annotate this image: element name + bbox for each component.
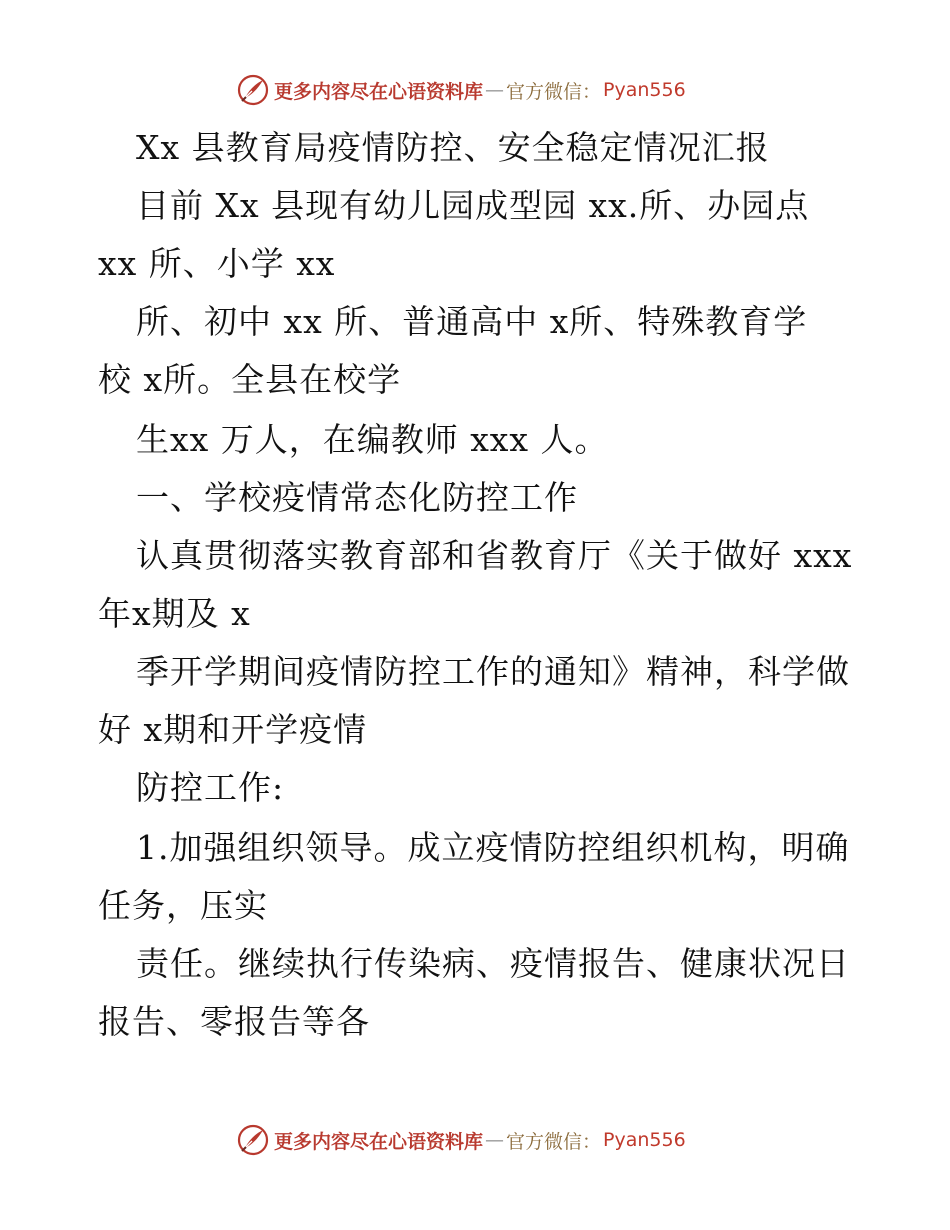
text-line: 目前 Xx 县现有幼儿园成型园 xx.所、办园点: [136, 186, 810, 225]
footer-banner: [236, 1122, 716, 1158]
wechat-id: Pyan556: [603, 79, 686, 101]
wechat-label: 官方微信：: [506, 1130, 602, 1153]
banner-separator: —: [485, 79, 505, 101]
text-line: 责任。继续执行传染病、疫情报告、健康状况日: [136, 944, 850, 983]
text-line: 好 x期和开学疫情: [98, 710, 368, 749]
text-line: 任务，压实: [98, 886, 268, 925]
feather-pen-logo-icon: [236, 73, 270, 107]
text-line: xx 所、小学 xx: [98, 244, 336, 283]
text-line: 校 x所。全县在校学: [98, 360, 402, 399]
banner-separator: —: [485, 1129, 505, 1151]
document-title: Xx 县教育局疫情防控、安全稳定情况汇报: [136, 128, 770, 167]
feather-pen-logo-icon: [236, 1123, 270, 1157]
wechat-id: Pyan556: [603, 1129, 686, 1151]
wechat-label: 官方微信：: [506, 80, 602, 103]
text-line: 年x期及 x: [98, 594, 251, 633]
text-line: 1.加强组织领导。成立疫情防控组织机构，明确: [136, 828, 850, 867]
text-line: 报告、零报告等各: [98, 1002, 370, 1041]
text-line: 生xx 万人，在编教师 xxx 人。: [136, 420, 609, 459]
text-line: 防控工作:: [136, 768, 285, 807]
header-banner: [236, 72, 716, 108]
text-line: 所、初中 xx 所、普通高中 x所、特殊教育学: [136, 302, 808, 341]
section-heading: 一、学校疫情常态化防控工作: [136, 478, 578, 517]
text-line: 认真贯彻落实教育部和省教育厅《关于做好 xxx: [136, 536, 853, 575]
brand-text: 更多内容尽在心语资料库: [274, 1130, 484, 1153]
brand-text: 更多内容尽在心语资料库: [274, 80, 484, 103]
text-line: 季开学期间疫情防控工作的通知》精神，科学做: [136, 652, 850, 691]
